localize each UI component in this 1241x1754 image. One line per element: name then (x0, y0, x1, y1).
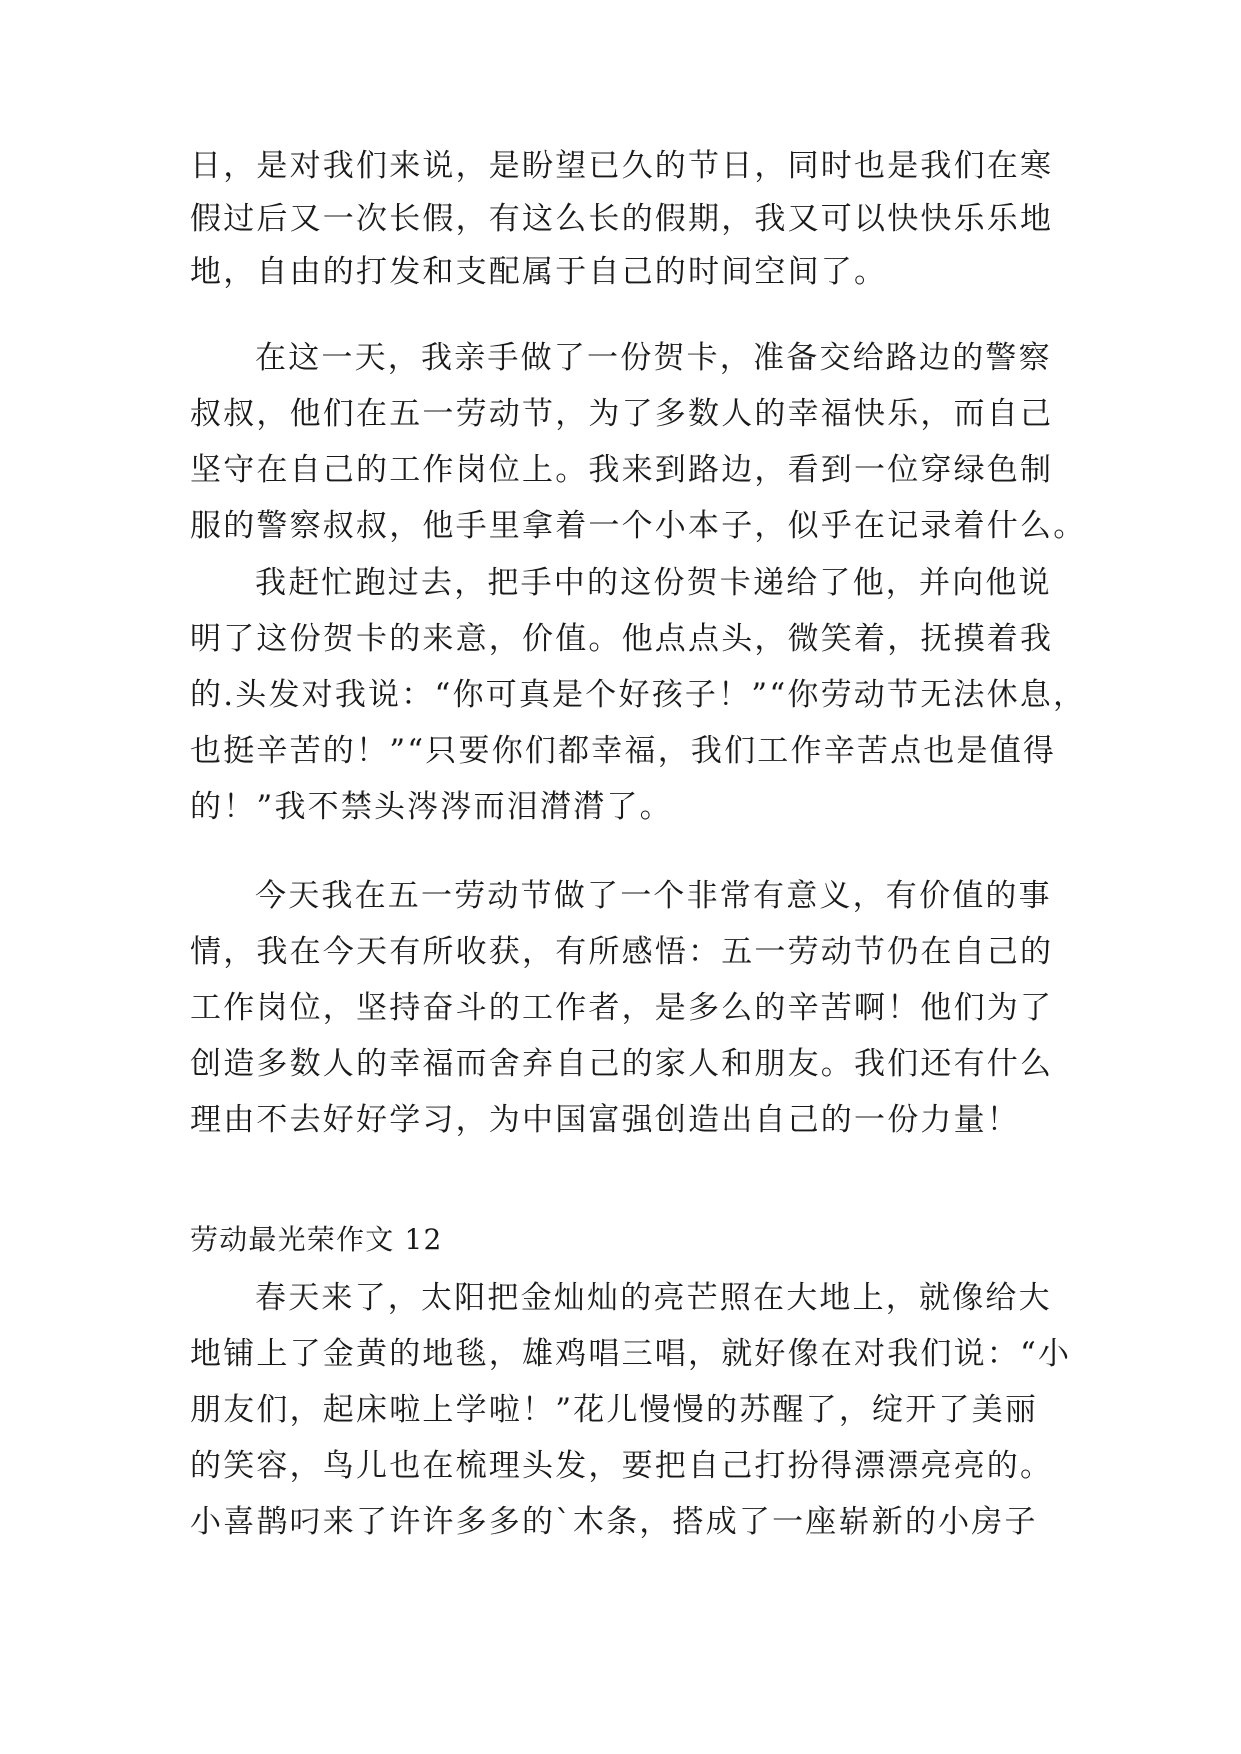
text-line: 今天我在五一劳动节做了一个非常有意义，有价值的事 (255, 878, 1052, 914)
text-line: 春天来了，太阳把金灿灿的亮芒照在大地上，就像给大 (255, 1280, 1052, 1316)
text-line: 情，我在今天有所收获，有所感悟：五一劳动节仍在自己的 (190, 934, 1054, 970)
section-title: 劳动最光荣作文 12 (190, 1223, 443, 1256)
text-line: 的.头发对我说：“你可真是个好孩子！”“你劳动节无法休息， (190, 677, 1087, 713)
text-line: 明了这份贺卡的来意，价值。他点点头，微笑着，抚摸着我 (190, 621, 1054, 657)
text-line: 叔叔，他们在五一劳动节，为了多数人的幸福快乐，而自己 (190, 396, 1054, 432)
text-line: 地，自由的打发和支配属于自己的时间空间了。 (190, 254, 888, 290)
text-line: 日，是对我们来说，是盼望已久的节日，同时也是我们在寒 (190, 148, 1054, 184)
text-line: 工作岗位，坚持奋斗的工作者，是多么的辛苦啊！他们为了 (190, 990, 1054, 1026)
text-line: 创造多数人的幸福而舍弃自己的家人和朋友。我们还有什么 (190, 1046, 1054, 1082)
text-line: 坚守在自己的工作岗位上。我来到路边，看到一位穿绿色制 (190, 452, 1054, 488)
text-line: 假过后又一次长假，有这么长的假期，我又可以快快乐乐地 (190, 201, 1054, 237)
text-line: 服的警察叔叔，他手里拿着一个小本子，似乎在记录着什么。 (190, 508, 1087, 544)
text-line: 地铺上了金黄的地毯，雄鸡唱三唱，就好像在对我们说：“小 (190, 1336, 1072, 1372)
text-line: 也挺辛苦的！”“只要你们都幸福，我们工作辛苦点也是值得 (190, 733, 1057, 769)
text-line: 我赶忙跑过去，把手中的这份贺卡递给了他，并向他说 (255, 565, 1052, 601)
text-line: 朋友们，起床啦上学啦！”花儿慢慢的苏醒了，绽开了美丽 (190, 1392, 1039, 1428)
text-line: 在这一天，我亲手做了一份贺卡，准备交给路边的警察 (255, 340, 1052, 376)
document-body (190, 0, 1087, 1754)
text-line: 小喜鹊叼来了许许多多的`木条，搭成了一座崭新的小房子 (190, 1504, 1038, 1540)
text-line: 的！”我不禁头涔涔而泪潸潸了。 (190, 789, 673, 825)
text-line: 的笑容，鸟儿也在梳理头发，要把自己打扮得漂漂亮亮的。 (190, 1448, 1054, 1484)
text-line: 理由不去好好学习，为中国富强创造出自己的一份力量！ (190, 1102, 1020, 1138)
